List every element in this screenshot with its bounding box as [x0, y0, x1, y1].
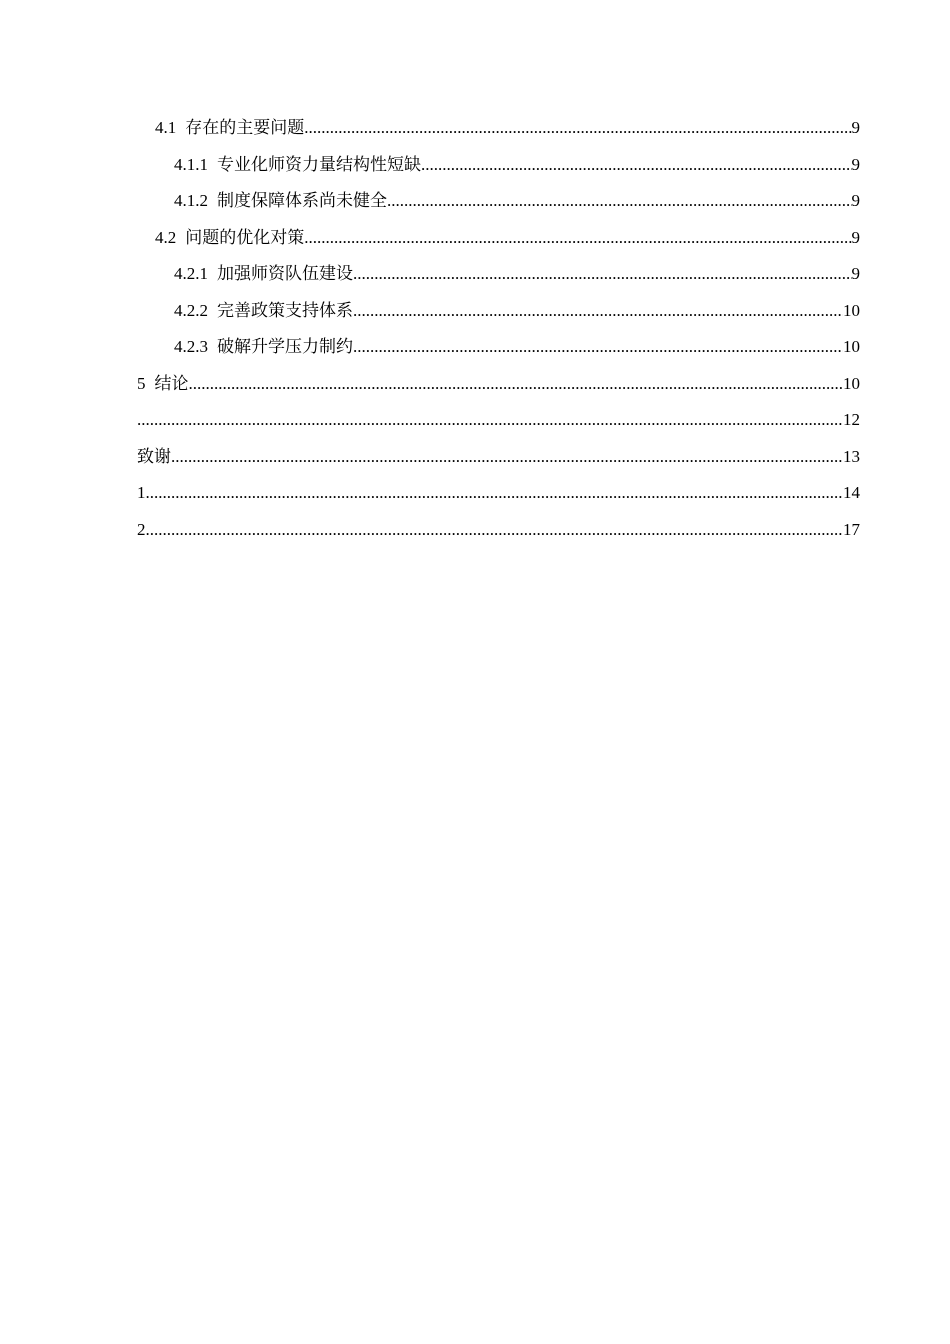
toc-entry-title: 制度保障体系尚未健全 [217, 191, 387, 210]
toc-dot-leader [137, 402, 843, 439]
toc-entry-number: 4.1.1 [174, 154, 208, 174]
toc-entry-4-1-2[interactable] [137, 183, 860, 220]
toc-entry-4-1-1[interactable] [137, 147, 860, 184]
toc-entry-title: 完善政策支持体系 [217, 300, 353, 320]
toc-entry-acknowledgements[interactable] [137, 439, 860, 476]
toc-entry-number: 5 [137, 373, 146, 393]
toc-entry-title: 加强师资队伍建设 [217, 264, 353, 283]
table-of-contents [137, 110, 860, 548]
toc-entry-appendix-2[interactable] [137, 512, 860, 549]
toc-entry-title: 问题的优化对策 [185, 227, 305, 247]
toc-entry-title: 专业化师资力量结构性短缺 [217, 154, 421, 174]
toc-entry-number: 4.1 [155, 118, 177, 137]
toc-entry-appendix-1[interactable] [137, 475, 860, 512]
toc-entry-untitled[interactable] [137, 402, 860, 439]
toc-dot-leader [171, 439, 843, 476]
toc-entry-title: 2 [137, 519, 146, 539]
toc-entry-title: 破解升学压力制约 [217, 337, 353, 356]
toc-dot-leader [353, 293, 843, 330]
toc-entry-4-1[interactable] [137, 110, 860, 147]
toc-entry-page: 14 [843, 483, 860, 502]
toc-entry-number: 4.2.1 [174, 264, 208, 283]
toc-entry-title: 1 [137, 483, 146, 502]
toc-entry-number: 4.1.2 [174, 191, 208, 210]
toc-entry-page: 13 [843, 446, 860, 466]
toc-entry-page: 10 [843, 337, 860, 356]
toc-entry-4-2[interactable] [137, 220, 860, 257]
toc-entry-page: 10 [843, 300, 860, 320]
toc-entry-title: 致谢 [137, 446, 171, 466]
toc-dot-leader [146, 475, 844, 512]
toc-entry-number: 4.2.2 [174, 300, 208, 320]
toc-entry-page: 17 [843, 519, 860, 539]
toc-entry-page: 9 [851, 154, 860, 174]
toc-entry-page: 9 [851, 264, 860, 283]
toc-entry-page: 12 [843, 410, 860, 429]
toc-entry-number: 4.2.3 [174, 337, 208, 356]
toc-entry-page: 10 [843, 373, 860, 393]
toc-dot-leader [387, 183, 852, 220]
toc-entry-title: 存在的主要问题 [185, 118, 305, 137]
toc-entry-4-2-2[interactable] [137, 293, 860, 330]
toc-entry-title: 结论 [154, 373, 189, 393]
toc-dot-leader [421, 147, 852, 184]
toc-entry-page: 9 [851, 118, 860, 137]
toc-entry-number: 4.2 [155, 227, 177, 247]
toc-entry-4-2-1[interactable] [137, 256, 860, 293]
toc-dot-leader [353, 329, 843, 366]
toc-entry-5[interactable] [137, 366, 860, 403]
toc-entry-4-2-3[interactable] [137, 329, 860, 366]
toc-dot-leader [146, 512, 844, 549]
toc-entry-page: 9 [851, 191, 860, 210]
toc-dot-leader [304, 110, 851, 147]
toc-dot-leader [189, 366, 844, 403]
toc-dot-leader [353, 256, 852, 293]
toc-dot-leader [304, 220, 851, 257]
toc-entry-page: 9 [851, 227, 860, 247]
